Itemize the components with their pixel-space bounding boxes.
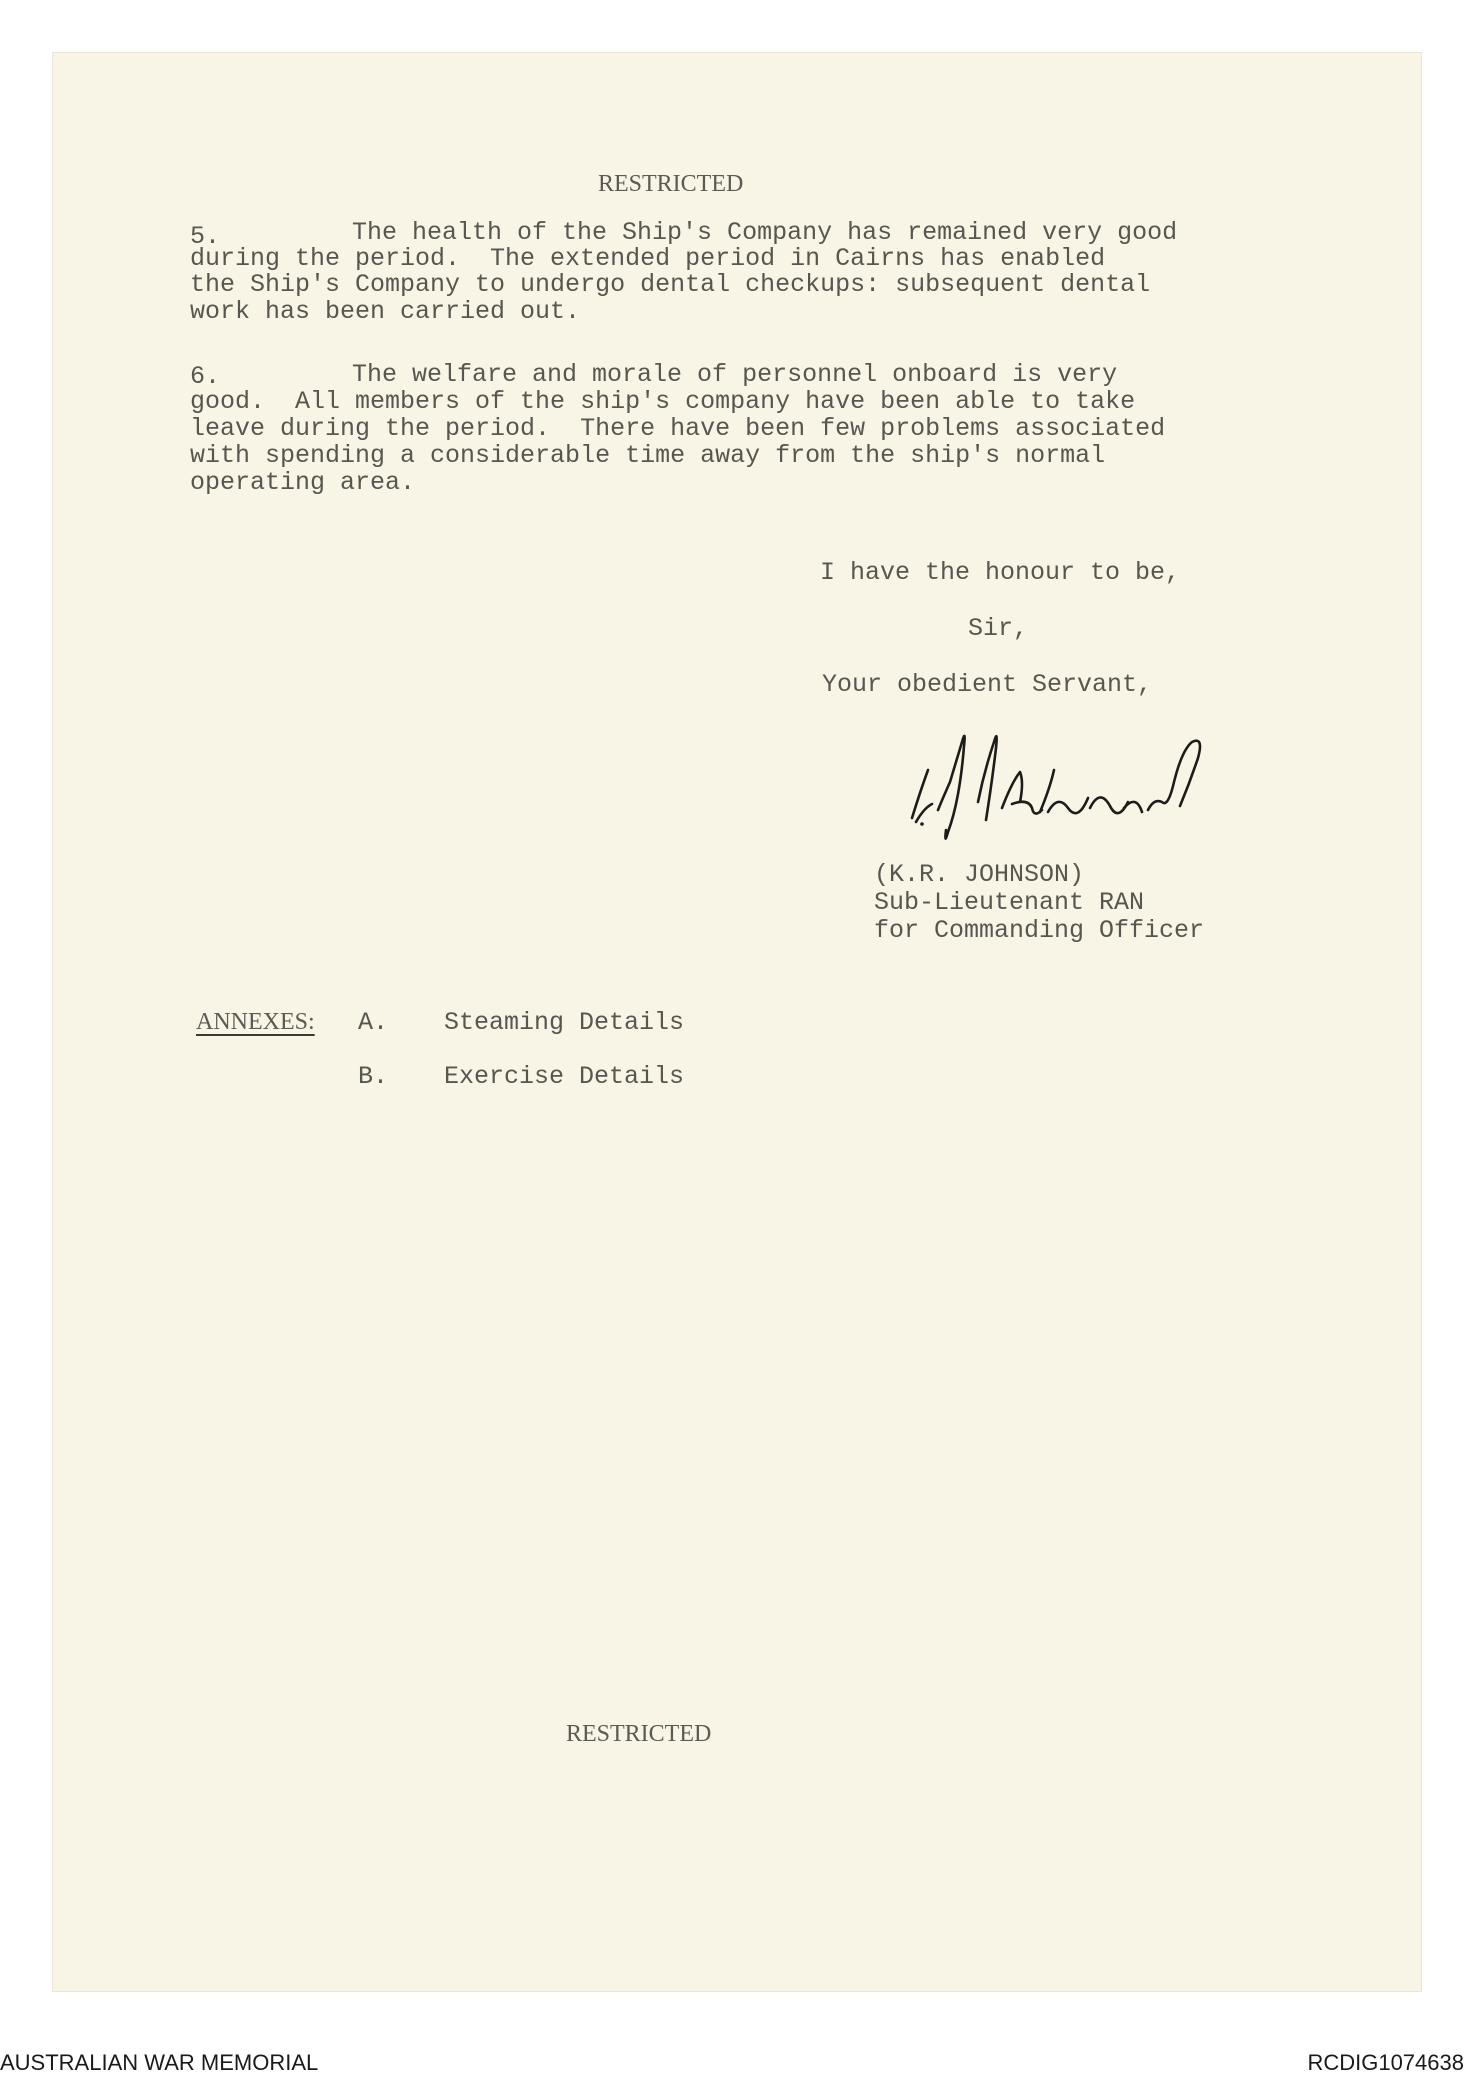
archive-reference: RCDIG1074638 (1307, 2050, 1464, 2075)
archive-institution: AUSTRALIAN WAR MEMORIAL (0, 2050, 319, 2075)
paragraph-line: leave during the period. There have been few problems associated (190, 414, 1166, 443)
paragraph-line: during the period. The extended period in Cairns has enabled (190, 244, 1106, 273)
signatory-name: (K.R. JOHNSON) (874, 860, 1085, 889)
restricted-footer: RESTRICTED (566, 1721, 712, 1747)
annex-letter: A. (358, 1008, 389, 1037)
signatory-rank: Sub-Lieutenant RAN (874, 888, 1145, 917)
annex-letter: B. (358, 1062, 389, 1091)
paragraph-number: 5. (190, 222, 221, 251)
paragraph-line: with spending a considerable time away from the ship's normal (190, 441, 1106, 470)
paragraph-line: work has been carried out. (190, 297, 581, 326)
annex-title: Steaming Details (444, 1008, 685, 1037)
paragraph-line: The health of the Ship's Company has remained very good (352, 218, 1178, 247)
closing-line: Your obedient Servant, (822, 670, 1153, 699)
closing-salutation: Sir, (968, 614, 1029, 643)
annexes-heading: ANNEXES: (196, 1009, 315, 1035)
restricted-header: RESTRICTED (598, 171, 744, 197)
closing-line: I have the honour to be, (820, 558, 1181, 587)
paragraph-line: The welfare and morale of personnel onboard is very (352, 360, 1118, 389)
paragraph-line: good. All members of the ship's company have been able to take (190, 387, 1136, 416)
paragraph-number: 6. (190, 362, 221, 391)
signatory-role: for Commanding Officer (874, 916, 1205, 945)
paragraph-line: operating area. (190, 468, 416, 497)
paragraph-line: the Ship's Company to undergo dental checkups: subsequent dental (190, 270, 1151, 299)
document-sheet (52, 52, 1422, 1992)
annex-title: Exercise Details (444, 1062, 685, 1091)
